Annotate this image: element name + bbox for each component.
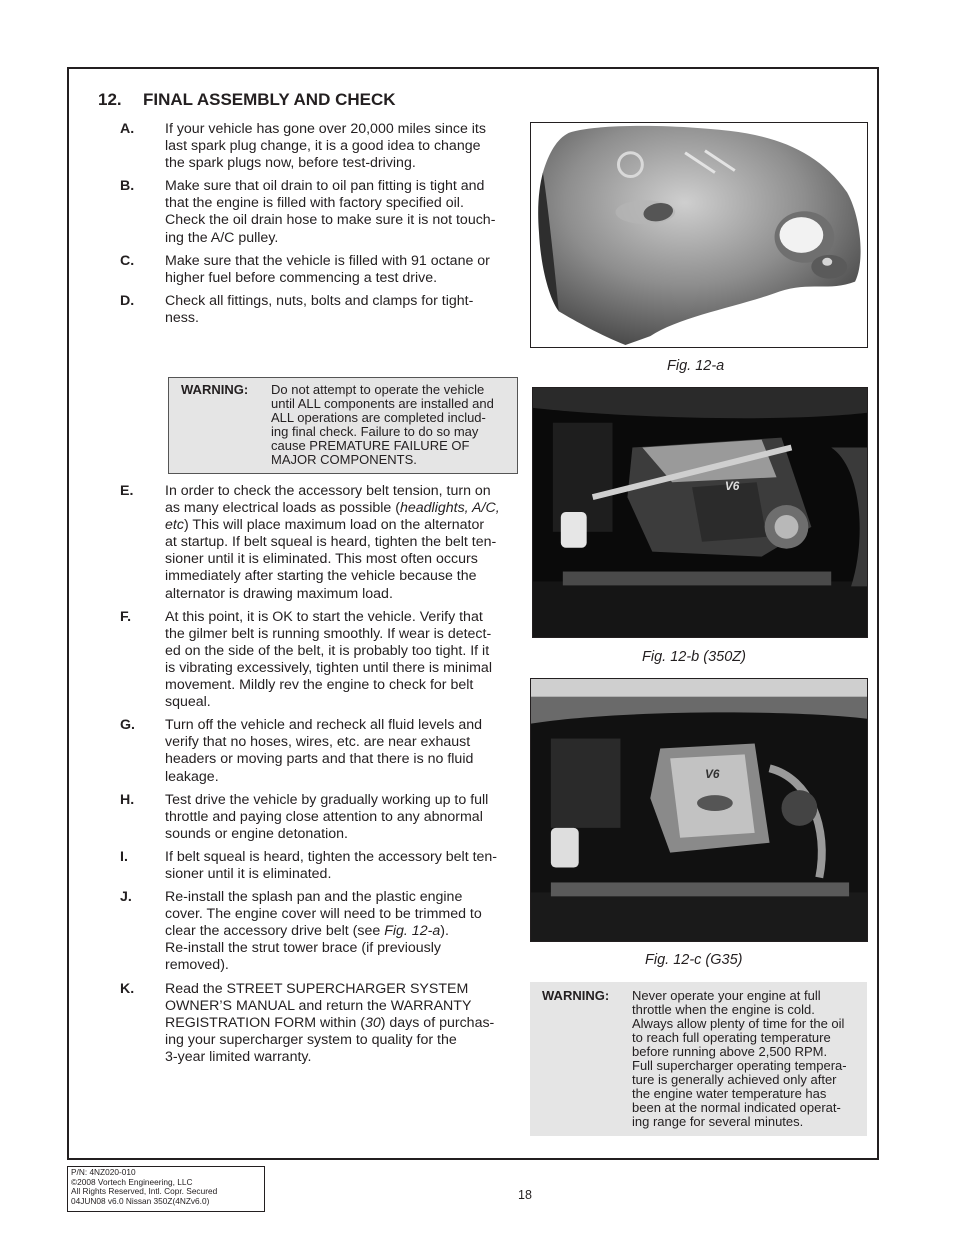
step-line: clear the accessory drive belt (see Fig. 12-a). (165, 923, 449, 940)
step-line: sioner until it is eliminated. (165, 865, 332, 882)
step-label: H. (120, 791, 135, 808)
step-label: J. (120, 889, 132, 906)
step-line: sioner until it is eliminated. This most often occurs (165, 551, 478, 568)
step-item (98, 849, 518, 883)
step-line: cover. The engine cover will need to be trimmed to (165, 906, 482, 923)
step-line: etc) This will place maximum load on the alternator (165, 517, 485, 534)
step-item (98, 293, 518, 327)
page-number: 18 (518, 1188, 532, 1202)
step-line: OWNER’S MANUAL and return the WARRANTY (165, 997, 472, 1014)
step-line: immediately after starting the vehicle because the (165, 568, 477, 585)
step-label: D. (120, 292, 135, 309)
step-line: removed). (165, 957, 229, 974)
step-line: Re-install the strut tower brace (if previously (165, 940, 441, 957)
step-line: verify that no hoses, wires, etc. are near exhaust (165, 734, 471, 751)
step-line: leakage. (165, 768, 219, 785)
step-item (98, 178, 518, 246)
text-line: Full supercharger operating tempera- (632, 1058, 847, 1073)
text-line: 04JUN08 v6.0 Nissan 350Z(4NZv6.0) (71, 1195, 210, 1206)
warning-box-2 (530, 982, 867, 1136)
text-line: until ALL components are installed and (271, 396, 494, 411)
step-line: headers or moving parts and that there is no fluid (165, 751, 474, 768)
figure-12a-photo (530, 122, 868, 348)
step-label: G. (120, 717, 135, 734)
text-line: Always allow plenty of time for the oil (632, 1016, 845, 1031)
step-item (98, 792, 518, 843)
text-line: Do not attempt to operate the vehicle (271, 382, 485, 397)
step-line: If your vehicle has gone over 20,000 miles since its (165, 121, 486, 137)
warning-text (632, 989, 864, 1129)
step-line: as many electrical loads as possible (headlights, A/C, (165, 500, 500, 517)
text-line: MAJOR COMPONENTS. (271, 452, 417, 467)
figure-12b-caption: Fig. 12-b (350Z) (642, 649, 746, 665)
step-label: E. (120, 483, 134, 499)
step-line: Check all fittings, nuts, bolts and clamps for tight- (165, 292, 474, 309)
text-line: P/N: 4NZ020-010 (71, 1167, 136, 1177)
step-label: C. (120, 252, 135, 269)
step-label: I. (120, 848, 128, 865)
step-item (98, 609, 518, 712)
step-item (98, 981, 518, 1066)
step-line: throttle and paying close attention to any abnormal (165, 808, 483, 825)
figure-12c-photo (530, 678, 868, 942)
photo-badge-350z: V6 (724, 479, 740, 494)
step-line: In order to check the accessory belt tension, turn on (165, 483, 491, 499)
step-label: B. (120, 178, 135, 195)
step-line: ness. (165, 309, 199, 326)
step-line: ed on the side of the belt, it is probably too tight. If it (165, 642, 490, 659)
text-line: to reach full operating temperature (632, 1030, 831, 1045)
warning-text (271, 383, 516, 467)
step-line: Test drive the vehicle by gradually working up to full (165, 791, 489, 808)
text-line: All Rights Reserved, Intl. Copr. Secured (71, 1186, 218, 1197)
figure-12a-caption: Fig. 12-a (667, 358, 725, 374)
step-line: At this point, it is OK to start the vehicle. Verify that (165, 608, 483, 625)
step-line: is vibrating excessively, tighten until there is minimal (165, 659, 492, 676)
step-item (98, 717, 518, 785)
step-line: Make sure that the vehicle is filled with 91 octane or (165, 252, 490, 269)
step-label: K. (120, 980, 135, 997)
step-line: If belt squeal is heard, tighten the accessory belt ten- (165, 848, 498, 865)
text-line: before running above 2,500 RPM. (632, 1044, 828, 1059)
step-line: the spark plugs now, before test-driving. (165, 155, 416, 172)
step-line: Make sure that oil drain to oil pan fitting is tight and (165, 178, 485, 195)
step-line: ing the A/C pulley. (165, 229, 279, 246)
text-line: the engine water temperature has (632, 1086, 827, 1101)
step-item (98, 121, 518, 172)
section-number: 12. (98, 90, 122, 109)
text-line: throttle when the engine is cold. (632, 1002, 815, 1017)
text-line: Never operate your engine at full (632, 988, 821, 1003)
step-line: the gilmer belt is running smoothly. If wear is detect- (165, 625, 492, 642)
steps-list-top (98, 121, 518, 333)
text-line: ing final check. Failure to do so may (271, 424, 479, 439)
text-line: ©2008 Vortech Engineering, LLC (71, 1176, 193, 1187)
section-title: FINAL ASSEMBLY AND CHECK (143, 90, 396, 109)
step-item (98, 889, 518, 974)
step-line: movement. Mildly rev the engine to check for belt (165, 677, 474, 694)
step-line: Check the oil drain hose to make sure it is not touch- (165, 212, 496, 229)
figure-12c-caption: Fig. 12-c (G35) (645, 952, 743, 968)
step-line: sounds or engine detonation. (165, 825, 349, 842)
steps-list-bottom (98, 483, 518, 1072)
step-line: Read the STREET SUPERCHARGER SYSTEM (165, 980, 469, 997)
step-line: at startup. If belt squeal is heard, tighten the belt ten- (165, 534, 497, 551)
step-line: ing your supercharger system to quality for the (165, 1031, 457, 1048)
step-line: squeal. (165, 694, 211, 711)
section-heading (98, 90, 396, 110)
warning-box-1 (168, 377, 518, 474)
step-line: that the engine is filled with factory specified oil. (165, 195, 464, 212)
warning-label: WARNING: (542, 988, 610, 1003)
step-item (98, 483, 518, 603)
text-line: been at the normal indicated operat- (632, 1100, 841, 1115)
step-label: F. (120, 608, 132, 625)
step-line: Re-install the splash pan and the plastic engine (165, 889, 463, 906)
figure-12b-photo (532, 387, 868, 638)
step-item (98, 253, 518, 287)
step-line: 3-year limited warranty. (165, 1048, 312, 1065)
step-line: REGISTRATION FORM within (30) days of purchas- (165, 1014, 495, 1031)
text-line: ALL operations are completed includ- (271, 410, 486, 425)
text-line: ing range for several minutes. (632, 1114, 804, 1129)
footer-info-box (67, 1166, 265, 1212)
text-line: ture is generally achieved only after (632, 1072, 837, 1087)
step-line: last spark plug change, it is a good idea to change (165, 138, 481, 155)
step-label: A. (120, 121, 135, 137)
photo-badge-g35: V6 (704, 767, 720, 782)
step-line: higher fuel before commencing a test drive. (165, 269, 438, 286)
step-line: alternator is drawing maximum load. (165, 585, 393, 602)
step-line: Turn off the vehicle and recheck all fluid levels and (165, 717, 483, 734)
warning-label: WARNING: (181, 382, 249, 397)
text-line: cause PREMATURE FAILURE OF (271, 438, 470, 453)
